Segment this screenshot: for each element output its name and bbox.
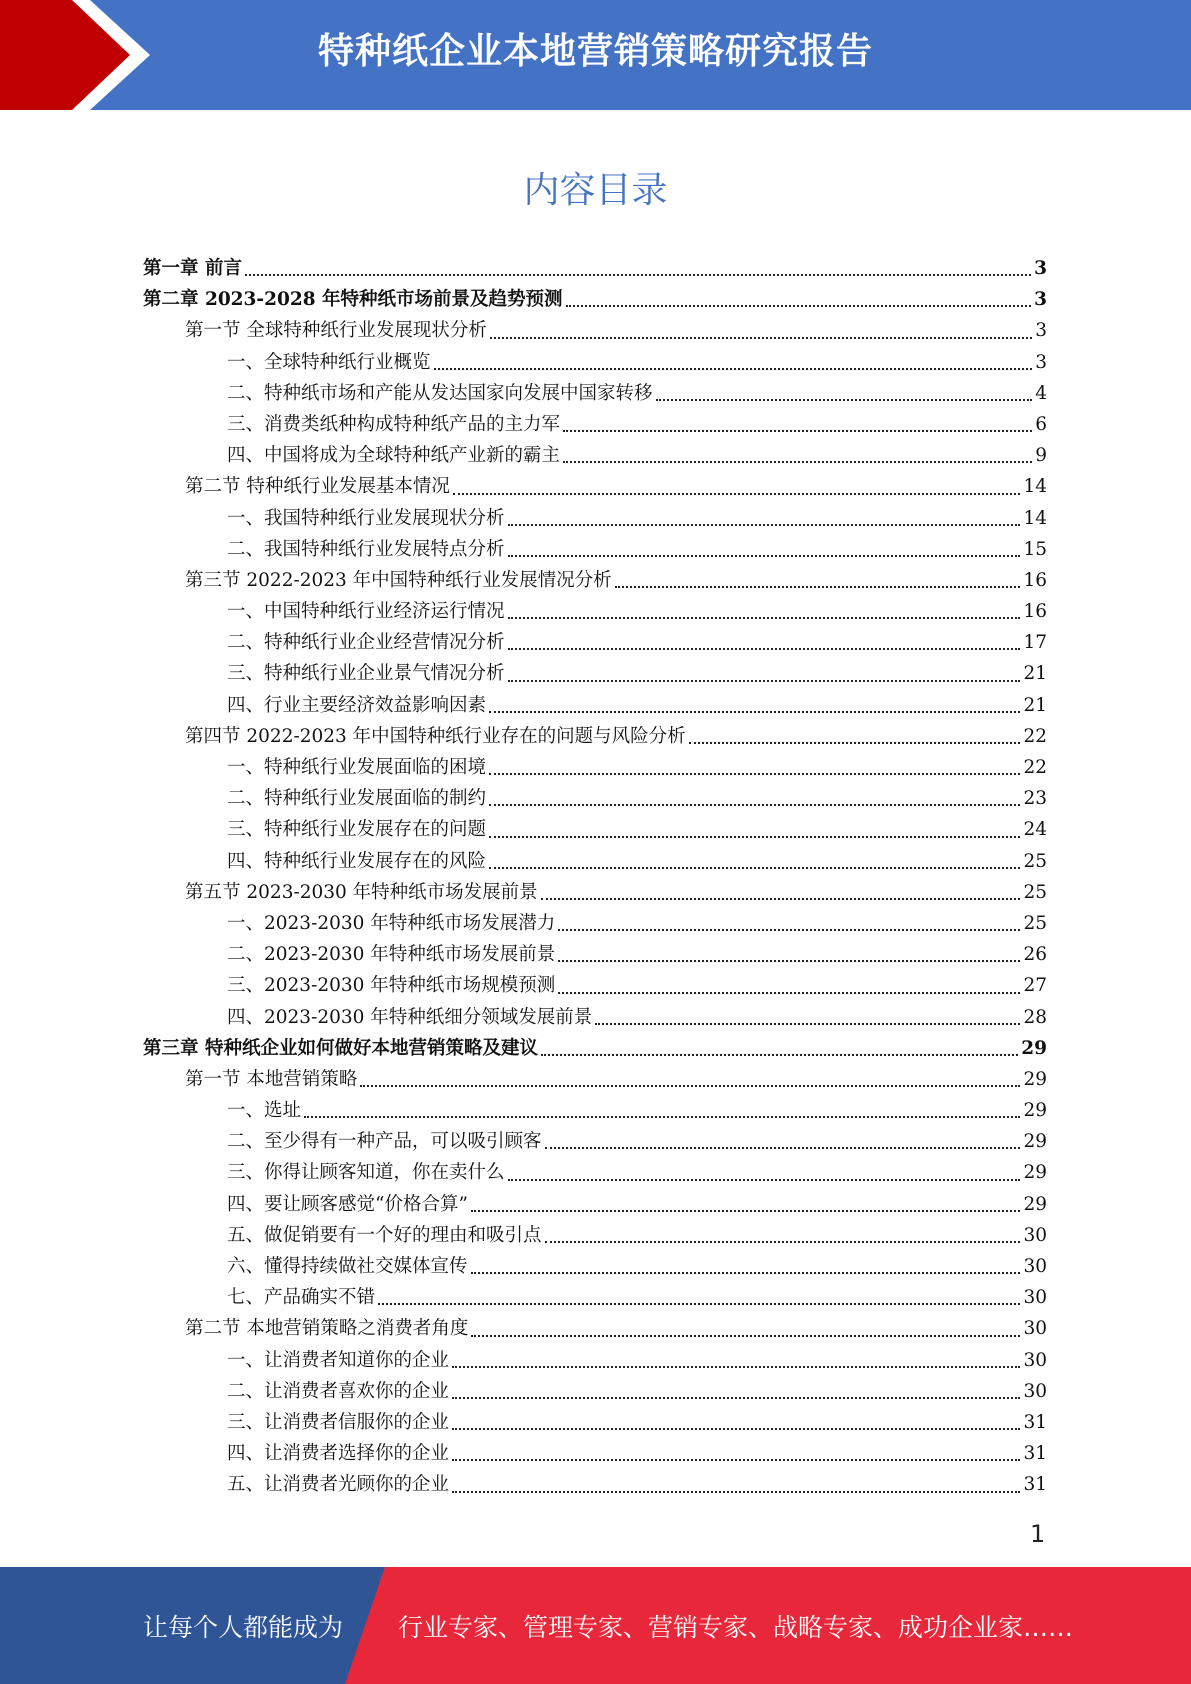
toc-entry-label: 四、特种纸行业发展存在的风险 (227, 850, 487, 872)
toc-entry[interactable] (143, 970, 1047, 1001)
toc-dot-leader (541, 877, 1021, 908)
toc-entry-page: 31 (1023, 1443, 1047, 1465)
toc-entry-page: 29 (1023, 1193, 1047, 1215)
toc-entry[interactable] (143, 503, 1047, 534)
toc-entry-label: 三、让消费者信服你的企业 (227, 1411, 450, 1433)
toc-entry[interactable] (143, 814, 1047, 845)
toc-entry-page: 31 (1023, 1411, 1047, 1433)
toc-entry[interactable] (143, 596, 1047, 627)
toc-entry-page: 3 (1035, 320, 1047, 342)
toc-entry[interactable] (143, 534, 1047, 565)
table-of-contents (143, 253, 1047, 1501)
toc-entry-label: 第五节 2023-2030 年特种纸市场发展前景 (185, 881, 538, 903)
toc-entry-page: 14 (1023, 507, 1047, 529)
toc-entry-label: 四、让消费者选择你的企业 (227, 1443, 450, 1465)
toc-entry-label: 第二章 2023-2028 年特种纸市场前景及趋势预测 (143, 289, 563, 311)
toc-entry-label: 第一节 本地营销策略 (185, 1068, 358, 1090)
toc-dot-leader (656, 378, 1033, 409)
toc-entry[interactable] (143, 658, 1047, 689)
toc-entry-page: 3 (1035, 351, 1047, 373)
toc-entry-page: 26 (1023, 944, 1047, 966)
toc-dot-leader (558, 908, 1020, 939)
toc-entry[interactable] (143, 1095, 1047, 1126)
toc-entry-label: 五、让消费者光顾你的企业 (227, 1474, 450, 1496)
toc-entry-page: 16 (1023, 569, 1047, 591)
footer-band (0, 1567, 1191, 1684)
toc-dot-leader (471, 1251, 1021, 1282)
toc-entry-label: 一、选址 (227, 1100, 302, 1122)
toc-entry[interactable] (143, 1126, 1047, 1157)
toc-dot-leader (508, 596, 1021, 627)
toc-dot-leader (595, 1002, 1020, 1033)
toc-dot-leader (508, 503, 1021, 534)
toc-entry[interactable] (143, 1033, 1047, 1064)
toc-dot-leader (689, 721, 1021, 752)
toc-entry-label: 二、至少得有一种产品，可以吸引顾客 (227, 1131, 542, 1153)
footer-slogan-left: 让每个人都能成为 (143, 1613, 344, 1642)
toc-dot-leader (452, 1376, 1020, 1407)
toc-dot-leader (558, 970, 1020, 1001)
toc-entry-label: 四、2023-2030 年特种纸细分领域发展前景 (227, 1006, 593, 1028)
toc-entry-page: 25 (1023, 881, 1047, 903)
toc-entry-page: 4 (1035, 382, 1047, 404)
toc-dot-leader (452, 1407, 1020, 1438)
footer-slogan-right: 行业专家、管理专家、营销专家、战略专家、成功企业家…… (398, 1613, 1074, 1642)
toc-entry[interactable] (143, 409, 1047, 440)
toc-dot-leader (490, 315, 1032, 346)
toc-entry-page: 3 (1034, 258, 1047, 279)
toc-entry-page: 30 (1023, 1380, 1047, 1402)
toc-dot-leader (508, 534, 1021, 565)
toc-entry[interactable] (143, 1251, 1047, 1282)
toc-entry[interactable] (143, 627, 1047, 658)
toc-entry-page: 21 (1023, 663, 1047, 685)
toc-entry-page: 29 (1021, 1037, 1047, 1059)
toc-dot-leader (453, 471, 1021, 502)
toc-entry[interactable] (143, 347, 1047, 378)
toc-entry[interactable] (143, 783, 1047, 814)
toc-dot-leader (471, 1189, 1021, 1220)
toc-entry-label: 三、特种纸行业企业景气情况分析 (227, 663, 505, 685)
toc-dot-leader (489, 690, 1020, 721)
toc-dot-leader (566, 284, 1032, 315)
toc-entry-page: 17 (1023, 632, 1047, 654)
toc-entry-label: 二、让消费者喜欢你的企业 (227, 1380, 450, 1402)
toc-entry-page: 16 (1023, 601, 1047, 623)
toc-entry-label: 一、2023-2030 年特种纸市场发展潜力 (227, 912, 556, 934)
toc-entry[interactable] (143, 1407, 1047, 1438)
toc-dot-leader (378, 1282, 1020, 1313)
toc-dot-leader (452, 1469, 1020, 1500)
toc-entry-label: 二、2023-2030 年特种纸市场发展前景 (227, 944, 556, 966)
toc-entry-page: 25 (1023, 912, 1047, 934)
toc-entry[interactable] (143, 1438, 1047, 1469)
toc-entry-label: 第一节 全球特种纸行业发展现状分析 (185, 320, 487, 342)
toc-entry[interactable] (143, 1064, 1047, 1095)
toc-entry-label: 六、懂得持续做社交媒体宣传 (227, 1256, 468, 1277)
toc-entry-page: 30 (1023, 1318, 1047, 1340)
toc-entry-page: 25 (1023, 850, 1047, 872)
toc-entry[interactable] (143, 690, 1047, 721)
toc-dot-leader (452, 1345, 1020, 1376)
toc-entry-label: 三、特种纸行业发展存在的问题 (227, 819, 487, 841)
toc-dot-leader (434, 347, 1033, 378)
toc-dot-leader (489, 783, 1020, 814)
toc-entry[interactable] (143, 1313, 1047, 1344)
toc-entry-label: 第四节 2022-2023 年中国特种纸行业存在的问题与风险分析 (185, 725, 686, 747)
toc-entry-label: 三、2023-2030 年特种纸市场规模预测 (227, 975, 556, 997)
toc-dot-leader (545, 1220, 1021, 1251)
toc-entry[interactable] (143, 315, 1047, 346)
toc-dot-leader (245, 253, 1031, 284)
toc-entry[interactable] (143, 1469, 1047, 1500)
toc-entry-label: 五、做促销要有一个好的理由和吸引点 (227, 1224, 542, 1246)
toc-entry-page: 21 (1023, 694, 1047, 716)
toc-entry-page: 23 (1023, 788, 1047, 810)
toc-dot-leader (508, 1157, 1021, 1188)
toc-dot-leader (471, 1313, 1020, 1344)
toc-entry-page: 3 (1034, 289, 1047, 311)
toc-entry[interactable] (143, 253, 1047, 284)
toc-entry[interactable] (143, 1189, 1047, 1220)
toc-entry[interactable] (143, 846, 1047, 877)
toc-dot-leader (452, 1438, 1020, 1469)
toc-dot-leader (563, 440, 1032, 471)
toc-dot-leader (615, 565, 1021, 596)
toc-entry-label: 三、你得让顾客知道，你在卖什么 (227, 1162, 505, 1184)
toc-entry[interactable] (143, 752, 1047, 783)
page-number: 1 (1030, 1520, 1046, 1548)
toc-entry-page: 29 (1023, 1131, 1047, 1153)
toc-entry-page: 9 (1035, 445, 1047, 467)
toc-entry-label: 三、消费类纸种构成特种纸产品的主力军 (227, 413, 561, 435)
toc-entry[interactable] (143, 440, 1047, 471)
toc-entry-page: 22 (1023, 757, 1047, 778)
toc-entry-page: 29 (1023, 1068, 1047, 1090)
toc-entry-label: 第一章 前言 (143, 258, 242, 279)
report-title: 特种纸企业本地营销策略研究报告 (317, 31, 873, 72)
toc-entry[interactable] (143, 565, 1047, 596)
toc-dot-leader (558, 939, 1020, 970)
toc-entry[interactable] (143, 1376, 1047, 1407)
toc-entry[interactable] (143, 378, 1047, 409)
toc-entry-label: 一、特种纸行业发展面临的困境 (227, 757, 487, 778)
toc-entry-label: 第二节 本地营销策略之消费者角度 (185, 1318, 469, 1340)
toc-entry[interactable] (143, 877, 1047, 908)
toc-entry-page: 30 (1023, 1224, 1047, 1246)
toc-entry-label: 一、全球特种纸行业概览 (227, 351, 431, 373)
toc-entry-label: 七、产品确实不错 (227, 1287, 376, 1309)
toc-heading: 内容目录 (523, 170, 668, 211)
toc-entry-label: 二、特种纸行业企业经营情况分析 (227, 632, 505, 654)
toc-dot-leader (489, 752, 1020, 783)
toc-entry-page: 28 (1023, 1006, 1047, 1028)
toc-entry[interactable] (143, 939, 1047, 970)
toc-dot-leader (508, 658, 1021, 689)
toc-entry-label: 一、中国特种纸行业经济运行情况 (227, 601, 505, 623)
toc-dot-leader (489, 846, 1020, 877)
toc-entry[interactable] (143, 1282, 1047, 1313)
toc-entry-label: 一、让消费者知道你的企业 (227, 1349, 450, 1371)
toc-entry-label: 四、行业主要经济效益影响因素 (227, 694, 487, 716)
toc-entry[interactable] (143, 1345, 1047, 1376)
toc-dot-leader (489, 814, 1020, 845)
toc-entry-page: 15 (1023, 538, 1047, 560)
toc-entry-label: 四、中国将成为全球特种纸产业新的霸主 (227, 445, 561, 467)
toc-entry-page: 30 (1023, 1349, 1047, 1371)
toc-entry[interactable] (143, 721, 1047, 752)
toc-entry[interactable] (143, 1157, 1047, 1188)
toc-entry-page: 29 (1023, 1100, 1047, 1122)
toc-dot-leader (541, 1033, 1018, 1064)
toc-entry[interactable] (143, 471, 1047, 502)
toc-entry[interactable] (143, 908, 1047, 939)
toc-entry-page: 24 (1023, 819, 1047, 841)
toc-dot-leader (304, 1095, 1020, 1126)
toc-entry-page: 30 (1023, 1287, 1047, 1309)
toc-entry-label: 第三节 2022-2023 年中国特种纸行业发展情况分析 (185, 569, 612, 591)
toc-entry-page: 31 (1023, 1474, 1047, 1496)
toc-dot-leader (563, 409, 1032, 440)
toc-entry-page: 14 (1023, 476, 1047, 498)
toc-entry[interactable] (143, 284, 1047, 315)
toc-dot-leader (545, 1126, 1021, 1157)
toc-entry-label: 二、特种纸行业发展面临的制约 (227, 788, 487, 810)
toc-entry-label: 二、特种纸市场和产能从发达国家向发展中国家转移 (227, 382, 653, 404)
toc-entry[interactable] (143, 1220, 1047, 1251)
toc-entry[interactable] (143, 1002, 1047, 1033)
toc-entry-label: 第二节 特种纸行业发展基本情况 (185, 476, 450, 498)
toc-entry-label: 四、要让顾客感觉“价格合算” (227, 1193, 468, 1215)
toc-entry-label: 二、我国特种纸行业发展特点分析 (227, 538, 505, 560)
toc-entry-label: 一、我国特种纸行业发展现状分析 (227, 507, 505, 529)
toc-entry-page: 22 (1023, 725, 1047, 747)
toc-dot-leader (508, 627, 1021, 658)
toc-dot-leader (360, 1064, 1020, 1095)
toc-entry-label: 第三章 特种纸企业如何做好本地营销策略及建议 (143, 1037, 538, 1059)
toc-entry-page: 30 (1023, 1256, 1047, 1277)
report-header-band (0, 0, 1191, 110)
toc-entry-page: 29 (1023, 1162, 1047, 1184)
toc-entry-page: 27 (1023, 975, 1047, 997)
toc-entry-page: 6 (1035, 413, 1047, 435)
